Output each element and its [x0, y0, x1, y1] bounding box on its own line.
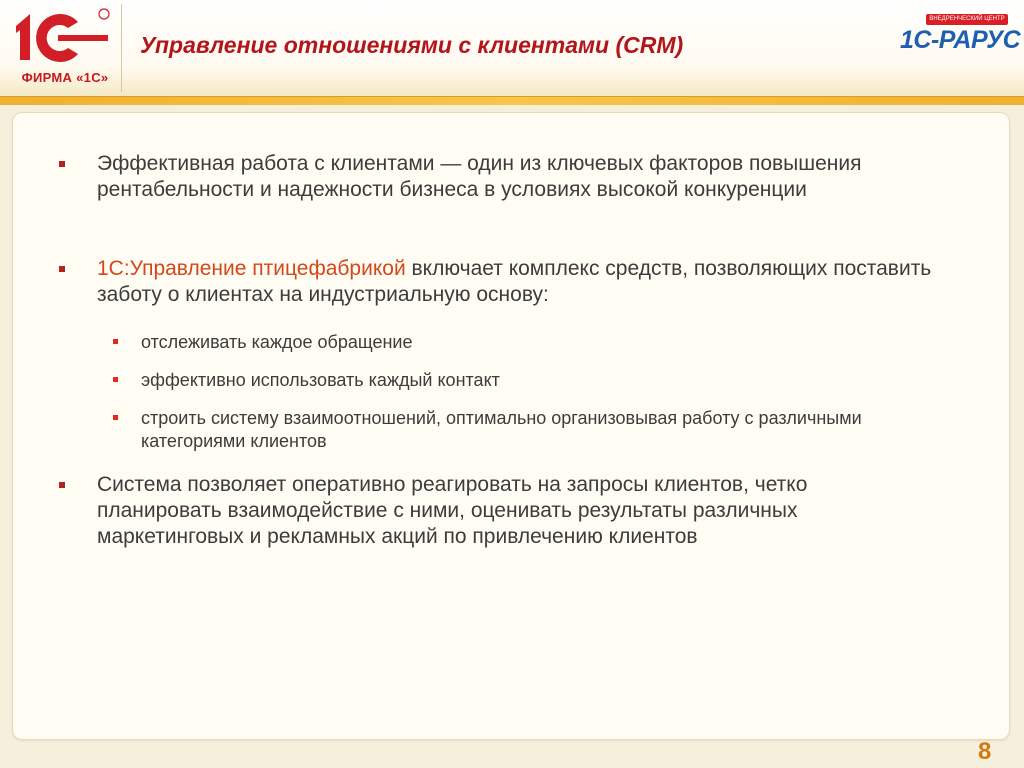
sub-list-item — [141, 331, 941, 354]
product-name: 1С:Управление птицефабрикой — [97, 257, 406, 280]
firm-1c-logo — [6, 4, 118, 92]
logo-divider — [121, 4, 122, 92]
logo-1c-icon — [6, 4, 118, 68]
sub-item-text: строить систему взаимоотношений, оптимально организовывая работу с различными категориями клиентов — [141, 408, 862, 451]
rarus-logo — [896, 14, 1021, 66]
sub-list-item — [141, 407, 941, 453]
sub-bullet-marker-icon — [113, 415, 118, 420]
bullet-marker-icon — [59, 482, 65, 488]
sub-item-text: эффективно использовать каждый контакт — [141, 370, 500, 390]
bullet-marker-icon — [59, 266, 65, 272]
rarus-name: 1С-РАРУС — [900, 26, 1021, 54]
page-title: Управление отношениями с клиентами (CRM) — [140, 32, 684, 58]
bullet-item — [97, 256, 967, 308]
page-number: 8 — [978, 738, 992, 765]
bullet-item — [97, 472, 927, 550]
sub-list-item — [141, 369, 941, 392]
header-accent-bar — [0, 96, 1024, 105]
bullet-marker-icon — [59, 161, 65, 167]
sub-bullet-marker-icon — [113, 377, 118, 382]
bullet-text: включает комплекс средств, позволяющих поставить заботу о клиентах на индустриальную основу: — [97, 257, 932, 306]
bullet-item — [97, 151, 967, 203]
sub-bullet-marker-icon — [113, 339, 118, 344]
firm-caption: ФИРМА «1С» — [21, 70, 109, 85]
sub-item-text: отслеживать каждое обращение — [141, 332, 413, 352]
bullet-text: Система позволяет оперативно реагировать на запросы клиентов, четко планировать взаимодействие с ними, оценивать результаты различных маркетинговых и рекламных акций по привлечению клиентов — [97, 473, 808, 548]
rarus-tagline: ВНЕДРЕНЧЕСКИЙ ЦЕНТР — [926, 14, 1008, 25]
bullet-text: Эффективная работа с клиентами — один из ключевых факторов повышения рентабельности и надежности бизнеса в условиях высокой конкуренции — [97, 152, 862, 201]
slide-header — [0, 0, 1024, 96]
